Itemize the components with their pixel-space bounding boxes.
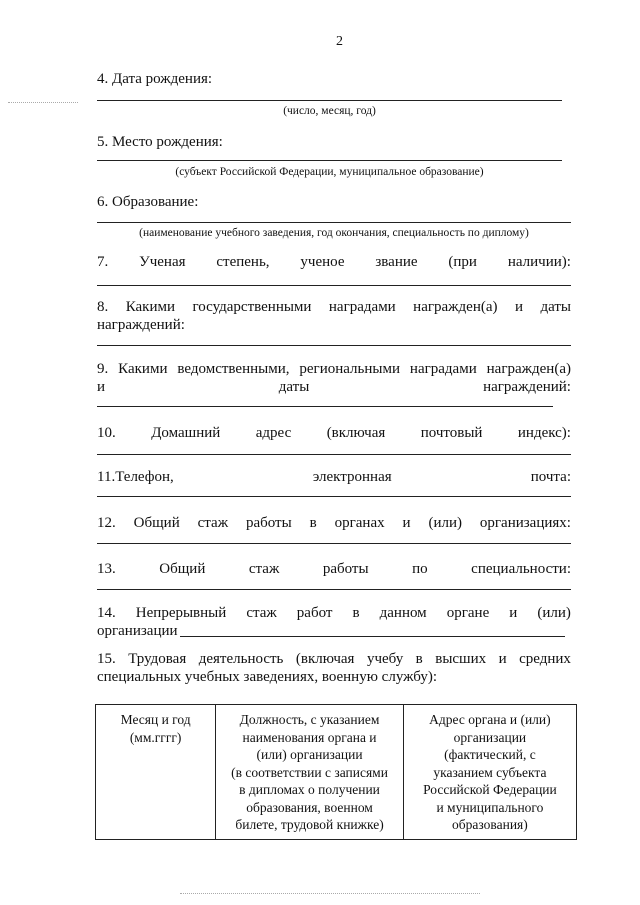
q12-label: 12. Общий стаж работы в органах и (или) организациях: [97, 515, 571, 531]
q5-caption: (субъект Российской Федерации, муниципальное образование) [175, 166, 484, 178]
q15-label-line2: специальных учебных заведениях, военную службу): [97, 669, 438, 685]
page-number: 2 [336, 34, 343, 49]
q4-label: 4. Дата рождения: [97, 71, 213, 87]
col-address: Адрес органа и (или) организации (фактический, с указанием субъекта Российской Федерации и муниципального образования) [403, 705, 576, 840]
q12-answer-line[interactable] [97, 543, 571, 544]
q14-label-line1: 14. Непрерывный стаж работ в данном органе и (или) [97, 605, 571, 621]
q7-answer-line[interactable] [97, 285, 571, 286]
q5-answer-line[interactable] [97, 160, 562, 161]
q4-caption: (число, месяц, год) [283, 105, 376, 117]
q14-label-line2: организации [97, 623, 178, 639]
q5-label: 5. Место рождения: [97, 134, 223, 150]
scan-edge [180, 893, 480, 894]
q4-answer-line[interactable] [97, 100, 562, 101]
col-position: Должность, с указанием наименования органа и (или) организации (в соответствии с записями в дипломах о получении образования, военном билете, трудовой книжке) [216, 705, 404, 840]
q7-label: 7. Ученая степень, ученое звание (при наличии): [97, 254, 571, 270]
q6-caption: (наименование учебного заведения, год окончания, специальность по диплому) [139, 227, 529, 239]
q11-answer-line[interactable] [97, 496, 571, 497]
q8-label-line2: награждений: [97, 317, 185, 333]
q13-label: 13. Общий стаж работы по специальности: [97, 561, 571, 577]
q10-answer-line[interactable] [97, 454, 571, 455]
q8-label-line1: 8. Какими государственными наградами награжден(а) и даты [97, 299, 571, 315]
q9-label-line2: и даты награждений: [97, 379, 571, 395]
q14-answer-line[interactable] [180, 636, 565, 637]
q13-answer-line[interactable] [97, 589, 571, 590]
q15-label-line1: 15. Трудовая деятельность (включая учебу в высших и средних [97, 651, 571, 667]
work-history-table [95, 704, 577, 840]
q6-answer-line[interactable] [97, 222, 571, 223]
q9-label-line1: 9. Какими ведомственными, региональными наградами награжден(а) [97, 361, 571, 377]
table-header-row [96, 705, 577, 840]
q8-answer-line[interactable] [97, 345, 571, 346]
scan-mark [8, 102, 78, 103]
col-month-year: Месяц и год (мм.гггг) [96, 705, 216, 840]
q11-label: 11.Телефон, электронная почта: [97, 469, 571, 485]
q6-label: 6. Образование: [97, 194, 199, 210]
q10-label: 10. Домашний адрес (включая почтовый индекс): [97, 425, 571, 441]
q9-answer-line[interactable] [97, 406, 553, 407]
